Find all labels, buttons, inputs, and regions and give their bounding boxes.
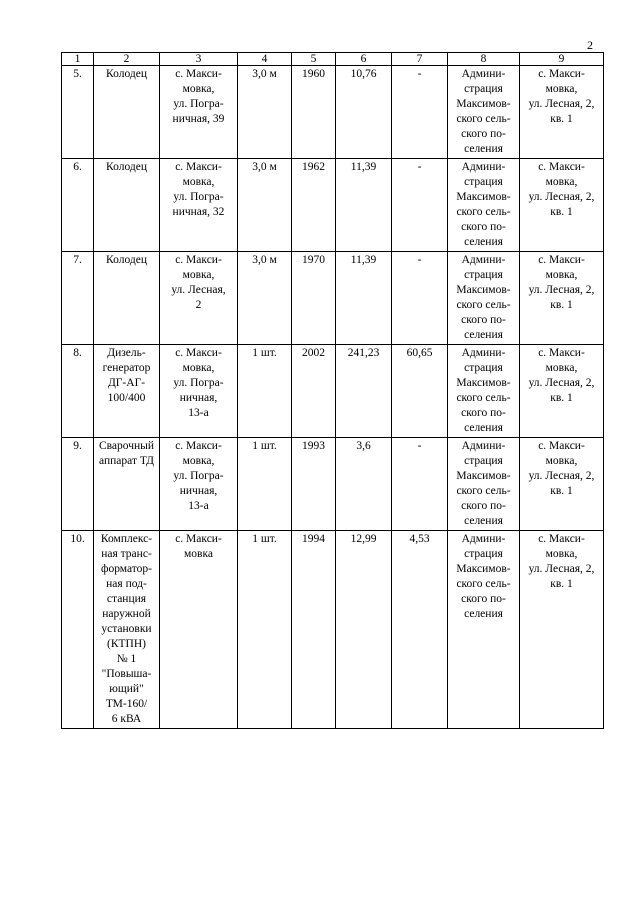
holder-address: с. Макси- мовка, ул. Лесная, 2, кв. 1 xyxy=(520,66,604,159)
object-name: Колодец xyxy=(94,159,160,252)
object-residual: - xyxy=(392,438,448,531)
object-year: 1993 xyxy=(292,438,336,531)
object-location: с. Макси- мовка, ул. Погра- ничная, 13-а xyxy=(160,345,238,438)
holder-address: с. Макси- мовка, ул. Лесная, 2, кв. 1 xyxy=(520,252,604,345)
holder-address: с. Макси- мовка, ул. Лесная, 2, кв. 1 xyxy=(520,531,604,729)
holder-address: с. Макси- мовка, ул. Лесная, 2, кв. 1 xyxy=(520,159,604,252)
object-cost: 11,39 xyxy=(336,252,392,345)
object-location: с. Макси- мовка, ул. Погра- ничная, 32 xyxy=(160,159,238,252)
object-location: с. Макси- мовка, ул. Погра- ничная, 13-а xyxy=(160,438,238,531)
object-cost: 10,76 xyxy=(336,66,392,159)
row-number: 5. xyxy=(62,66,94,159)
row-number: 9. xyxy=(62,438,94,531)
object-size: 3,0 м xyxy=(238,159,292,252)
property-registry-table xyxy=(61,52,604,729)
object-location: с. Макси- мовка, ул. Погра- ничная, 39 xyxy=(160,66,238,159)
row-number: 8. xyxy=(62,345,94,438)
object-residual: - xyxy=(392,252,448,345)
header-row xyxy=(62,53,604,66)
table-row xyxy=(62,531,604,729)
object-holder: Админи- страция Максимов- ского сель- ского по- селения xyxy=(448,438,520,531)
column-header: 4 xyxy=(238,53,292,66)
row-number: 10. xyxy=(62,531,94,729)
object-size: 3,0 м xyxy=(238,66,292,159)
object-holder: Админи- страция Максимов- ского сель- ского по- селения xyxy=(448,345,520,438)
object-year: 1960 xyxy=(292,66,336,159)
object-size: 1 шт. xyxy=(238,438,292,531)
object-residual: 60,65 xyxy=(392,345,448,438)
object-location: с. Макси- мовка, ул. Лесная, 2 xyxy=(160,252,238,345)
table-row xyxy=(62,252,604,345)
table-row xyxy=(62,66,604,159)
object-cost: 11,39 xyxy=(336,159,392,252)
object-residual: - xyxy=(392,159,448,252)
object-size: 3,0 м xyxy=(238,252,292,345)
object-holder: Админи- страция Максимов- ского сель- ского по- селения xyxy=(448,159,520,252)
object-cost: 241,23 xyxy=(336,345,392,438)
object-cost: 12,99 xyxy=(336,531,392,729)
object-size: 1 шт. xyxy=(238,531,292,729)
object-year: 1994 xyxy=(292,531,336,729)
object-year: 1962 xyxy=(292,159,336,252)
object-name: Сварочный аппарат ТД xyxy=(94,438,160,531)
object-year: 2002 xyxy=(292,345,336,438)
object-cost: 3,6 xyxy=(336,438,392,531)
holder-address: с. Макси- мовка, ул. Лесная, 2, кв. 1 xyxy=(520,345,604,438)
column-header: 3 xyxy=(160,53,238,66)
table-row xyxy=(62,438,604,531)
column-header: 7 xyxy=(392,53,448,66)
object-name: Дизель- генератор ДГ-АГ- 100/400 xyxy=(94,345,160,438)
object-residual: 4,53 xyxy=(392,531,448,729)
object-year: 1970 xyxy=(292,252,336,345)
object-name: Колодец xyxy=(94,66,160,159)
holder-address: с. Макси- мовка, ул. Лесная, 2, кв. 1 xyxy=(520,438,604,531)
column-header: 2 xyxy=(94,53,160,66)
object-holder: Админи- страция Максимов- ского сель- ского по- селения xyxy=(448,531,520,729)
object-size: 1 шт. xyxy=(238,345,292,438)
row-number: 6. xyxy=(62,159,94,252)
object-name: Комплекс- ная транс- форматор- ная под- станция наружной установки (КТПН) № 1 "Повыша- ющий" ТМ-160/ 6 кВА xyxy=(94,531,160,729)
table-row xyxy=(62,159,604,252)
column-header: 5 xyxy=(292,53,336,66)
column-header: 8 xyxy=(448,53,520,66)
column-header: 6 xyxy=(336,53,392,66)
page-number: 2 xyxy=(587,38,593,52)
column-header: 1 xyxy=(62,53,94,66)
object-residual: - xyxy=(392,66,448,159)
row-number: 7. xyxy=(62,252,94,345)
table-row xyxy=(62,345,604,438)
object-name: Колодец xyxy=(94,252,160,345)
object-location: с. Макси- мовка xyxy=(160,531,238,729)
object-holder: Админи- страция Максимов- ского сель- ского по- селения xyxy=(448,252,520,345)
object-holder: Админи- страция Максимов- ского сель- ского по- селения xyxy=(448,66,520,159)
column-header: 9 xyxy=(520,53,604,66)
